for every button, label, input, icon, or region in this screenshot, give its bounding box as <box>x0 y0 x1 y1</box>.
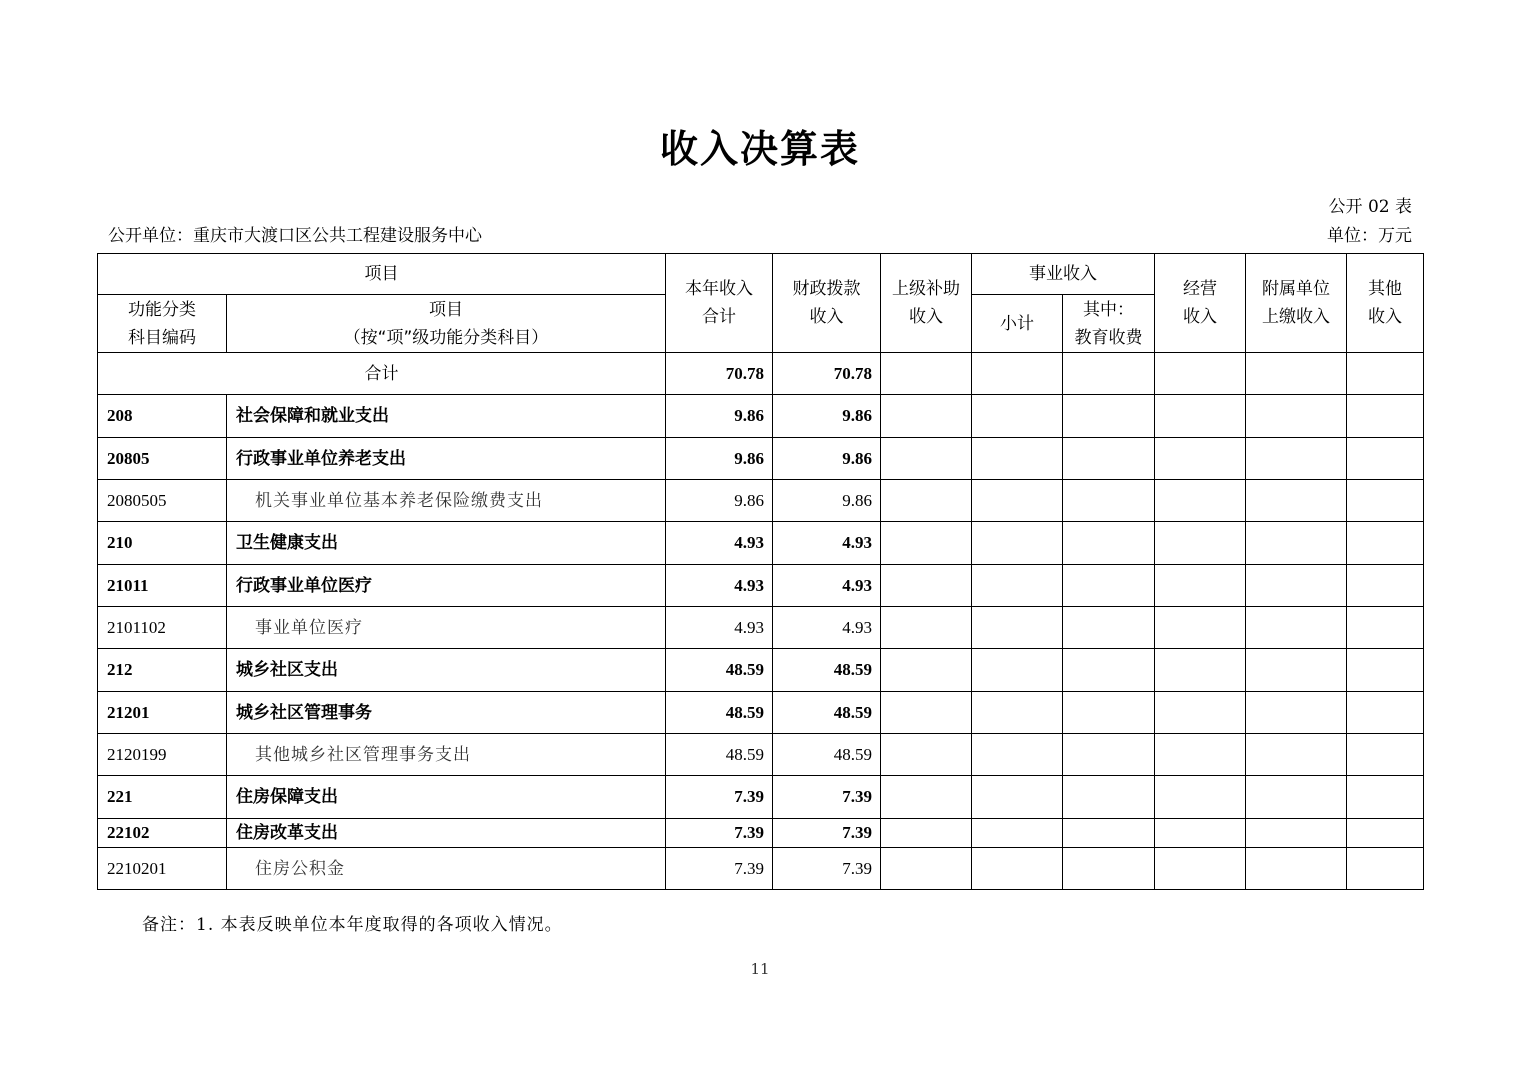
code-cell: 2080505 <box>98 480 227 522</box>
code-cell: 2101102 <box>98 607 227 649</box>
page-title: 收入决算表 <box>659 127 860 171</box>
fiscal-cell: 4.93 <box>773 565 881 607</box>
empty-cell <box>1246 353 1347 395</box>
total-income-cell: 48.59 <box>666 649 773 692</box>
name-cell: 城乡社区支出 <box>227 649 666 692</box>
empty-cell <box>972 734 1063 776</box>
empty-cell <box>1155 565 1246 607</box>
empty-cell <box>1155 438 1246 480</box>
empty-cell <box>881 692 972 734</box>
header-name: 项目 （按“项”级功能分类科目） <box>227 295 666 353</box>
fiscal-cell: 48.59 <box>773 692 881 734</box>
empty-cell <box>972 819 1063 848</box>
header-business: 经营 收入 <box>1155 254 1246 353</box>
empty-cell <box>1347 565 1424 607</box>
header-subsidy: 上级补助 收入 <box>881 254 972 353</box>
empty-cell <box>1246 734 1347 776</box>
header-project: 项目 <box>98 254 666 295</box>
table-row <box>98 607 1424 649</box>
empty-cell <box>1347 649 1424 692</box>
table-row <box>98 776 1424 819</box>
empty-cell <box>881 480 972 522</box>
fiscal-cell: 7.39 <box>773 848 881 890</box>
empty-cell <box>1246 395 1347 438</box>
total-fiscal-cell: 70.78 <box>773 353 881 395</box>
name-cell: 机关事业单位基本养老保险缴费支出 <box>227 480 666 522</box>
empty-cell <box>1347 438 1424 480</box>
name-cell: 事业单位医疗 <box>227 607 666 649</box>
name-cell: 行政事业单位医疗 <box>227 565 666 607</box>
empty-cell <box>1063 353 1155 395</box>
empty-cell <box>881 734 972 776</box>
total-income-cell: 9.86 <box>666 395 773 438</box>
empty-cell <box>881 848 972 890</box>
fiscal-cell: 4.93 <box>773 522 881 565</box>
empty-cell <box>1246 776 1347 819</box>
page-number: 11 <box>750 960 770 978</box>
empty-cell <box>1246 692 1347 734</box>
empty-cell <box>1155 353 1246 395</box>
empty-cell <box>1063 692 1155 734</box>
empty-cell <box>1347 522 1424 565</box>
empty-cell <box>1347 776 1424 819</box>
header-total: 本年收入 合计 <box>666 254 773 353</box>
empty-cell <box>1347 734 1424 776</box>
empty-cell <box>881 438 972 480</box>
total-income-cell: 9.86 <box>666 480 773 522</box>
table-row <box>98 480 1424 522</box>
reporting-unit: 公开单位：重庆市大渡口区公共工程建设服务中心 <box>108 226 482 246</box>
code-cell: 221 <box>98 776 227 819</box>
fiscal-cell: 48.59 <box>773 734 881 776</box>
empty-cell <box>972 649 1063 692</box>
empty-cell <box>1155 819 1246 848</box>
code-cell: 210 <box>98 522 227 565</box>
empty-cell <box>1246 522 1347 565</box>
code-cell: 20805 <box>98 438 227 480</box>
fiscal-cell: 4.93 <box>773 607 881 649</box>
name-cell: 住房保障支出 <box>227 776 666 819</box>
empty-cell <box>1347 692 1424 734</box>
empty-cell <box>1246 848 1347 890</box>
empty-cell <box>881 565 972 607</box>
fiscal-cell: 9.86 <box>773 438 881 480</box>
empty-cell <box>1063 438 1155 480</box>
code-cell: 2210201 <box>98 848 227 890</box>
table-row <box>98 734 1424 776</box>
form-number: 公开 02 表 <box>1328 197 1412 217</box>
empty-cell <box>972 522 1063 565</box>
empty-cell <box>1155 480 1246 522</box>
total-label: 合计 <box>98 353 666 395</box>
empty-cell <box>1063 480 1155 522</box>
code-cell: 208 <box>98 395 227 438</box>
empty-cell <box>1155 848 1246 890</box>
name-cell: 城乡社区管理事务 <box>227 692 666 734</box>
header-other: 其他 收入 <box>1347 254 1424 353</box>
code-cell: 21201 <box>98 692 227 734</box>
header-education-fee: 其中： 教育收费 <box>1063 295 1155 353</box>
empty-cell <box>972 353 1063 395</box>
empty-cell <box>1246 438 1347 480</box>
table-row <box>98 848 1424 890</box>
total-income-cell: 4.93 <box>666 607 773 649</box>
name-cell: 住房改革支出 <box>227 819 666 848</box>
total-income-cell: 7.39 <box>666 776 773 819</box>
empty-cell <box>881 607 972 649</box>
empty-cell <box>1347 819 1424 848</box>
empty-cell <box>1347 848 1424 890</box>
empty-cell <box>1063 607 1155 649</box>
empty-cell <box>1246 480 1347 522</box>
empty-cell <box>881 649 972 692</box>
empty-cell <box>972 565 1063 607</box>
empty-cell <box>972 848 1063 890</box>
code-cell: 22102 <box>98 819 227 848</box>
empty-cell <box>1155 692 1246 734</box>
empty-cell <box>1063 395 1155 438</box>
empty-cell <box>1063 649 1155 692</box>
name-cell: 住房公积金 <box>227 848 666 890</box>
table-row <box>98 565 1424 607</box>
empty-cell <box>1155 395 1246 438</box>
empty-cell <box>1063 848 1155 890</box>
empty-cell <box>881 776 972 819</box>
table-row <box>98 522 1424 565</box>
empty-cell <box>1155 776 1246 819</box>
empty-cell <box>881 819 972 848</box>
code-cell: 2120199 <box>98 734 227 776</box>
empty-cell <box>1063 522 1155 565</box>
name-cell: 卫生健康支出 <box>227 522 666 565</box>
empty-cell <box>1155 649 1246 692</box>
empty-cell <box>1155 522 1246 565</box>
name-cell: 社会保障和就业支出 <box>227 395 666 438</box>
table-row <box>98 395 1424 438</box>
empty-cell <box>1347 607 1424 649</box>
empty-cell <box>1347 353 1424 395</box>
empty-cell <box>1063 565 1155 607</box>
total-income-cell: 48.59 <box>666 734 773 776</box>
empty-cell <box>881 522 972 565</box>
table-row <box>98 438 1424 480</box>
total-income-cell: 48.59 <box>666 692 773 734</box>
total-income-cell: 4.93 <box>666 565 773 607</box>
table-row <box>98 819 1424 848</box>
empty-cell <box>972 395 1063 438</box>
empty-cell <box>1246 819 1347 848</box>
fiscal-cell: 9.86 <box>773 480 881 522</box>
header-code: 功能分类 科目编码 <box>98 295 227 353</box>
header-career: 事业收入 <box>972 254 1155 295</box>
fiscal-cell: 7.39 <box>773 819 881 848</box>
total-income-cell: 4.93 <box>666 522 773 565</box>
empty-cell <box>972 692 1063 734</box>
empty-cell <box>1246 565 1347 607</box>
name-cell: 其他城乡社区管理事务支出 <box>227 734 666 776</box>
empty-cell <box>1246 607 1347 649</box>
income-table <box>97 253 1424 890</box>
table-row <box>98 649 1424 692</box>
empty-cell <box>1155 734 1246 776</box>
empty-cell <box>972 776 1063 819</box>
header-affiliate: 附属单位 上缴收入 <box>1246 254 1347 353</box>
empty-cell <box>972 607 1063 649</box>
header-fiscal: 财政拨款 收入 <box>773 254 881 353</box>
empty-cell <box>1155 607 1246 649</box>
total-income-cell: 7.39 <box>666 819 773 848</box>
total-income-cell: 7.39 <box>666 848 773 890</box>
footnote: 备注：1. 本表反映单位本年度取得的各项收入情况。 <box>142 915 563 935</box>
empty-cell <box>881 395 972 438</box>
empty-cell <box>1063 776 1155 819</box>
empty-cell <box>1063 819 1155 848</box>
empty-cell <box>881 353 972 395</box>
fiscal-cell: 9.86 <box>773 395 881 438</box>
name-cell: 行政事业单位养老支出 <box>227 438 666 480</box>
total-row <box>98 353 1424 395</box>
total-income-cell: 9.86 <box>666 438 773 480</box>
empty-cell <box>1063 734 1155 776</box>
empty-cell <box>1347 395 1424 438</box>
code-cell: 21011 <box>98 565 227 607</box>
code-cell: 212 <box>98 649 227 692</box>
total-income-cell: 70.78 <box>666 353 773 395</box>
empty-cell <box>972 480 1063 522</box>
fiscal-cell: 48.59 <box>773 649 881 692</box>
table-row <box>98 692 1424 734</box>
fiscal-cell: 7.39 <box>773 776 881 819</box>
header-subtotal: 小计 <box>972 295 1063 353</box>
empty-cell <box>1347 480 1424 522</box>
empty-cell <box>1246 649 1347 692</box>
currency-unit: 单位：万元 <box>1327 226 1412 246</box>
empty-cell <box>972 438 1063 480</box>
